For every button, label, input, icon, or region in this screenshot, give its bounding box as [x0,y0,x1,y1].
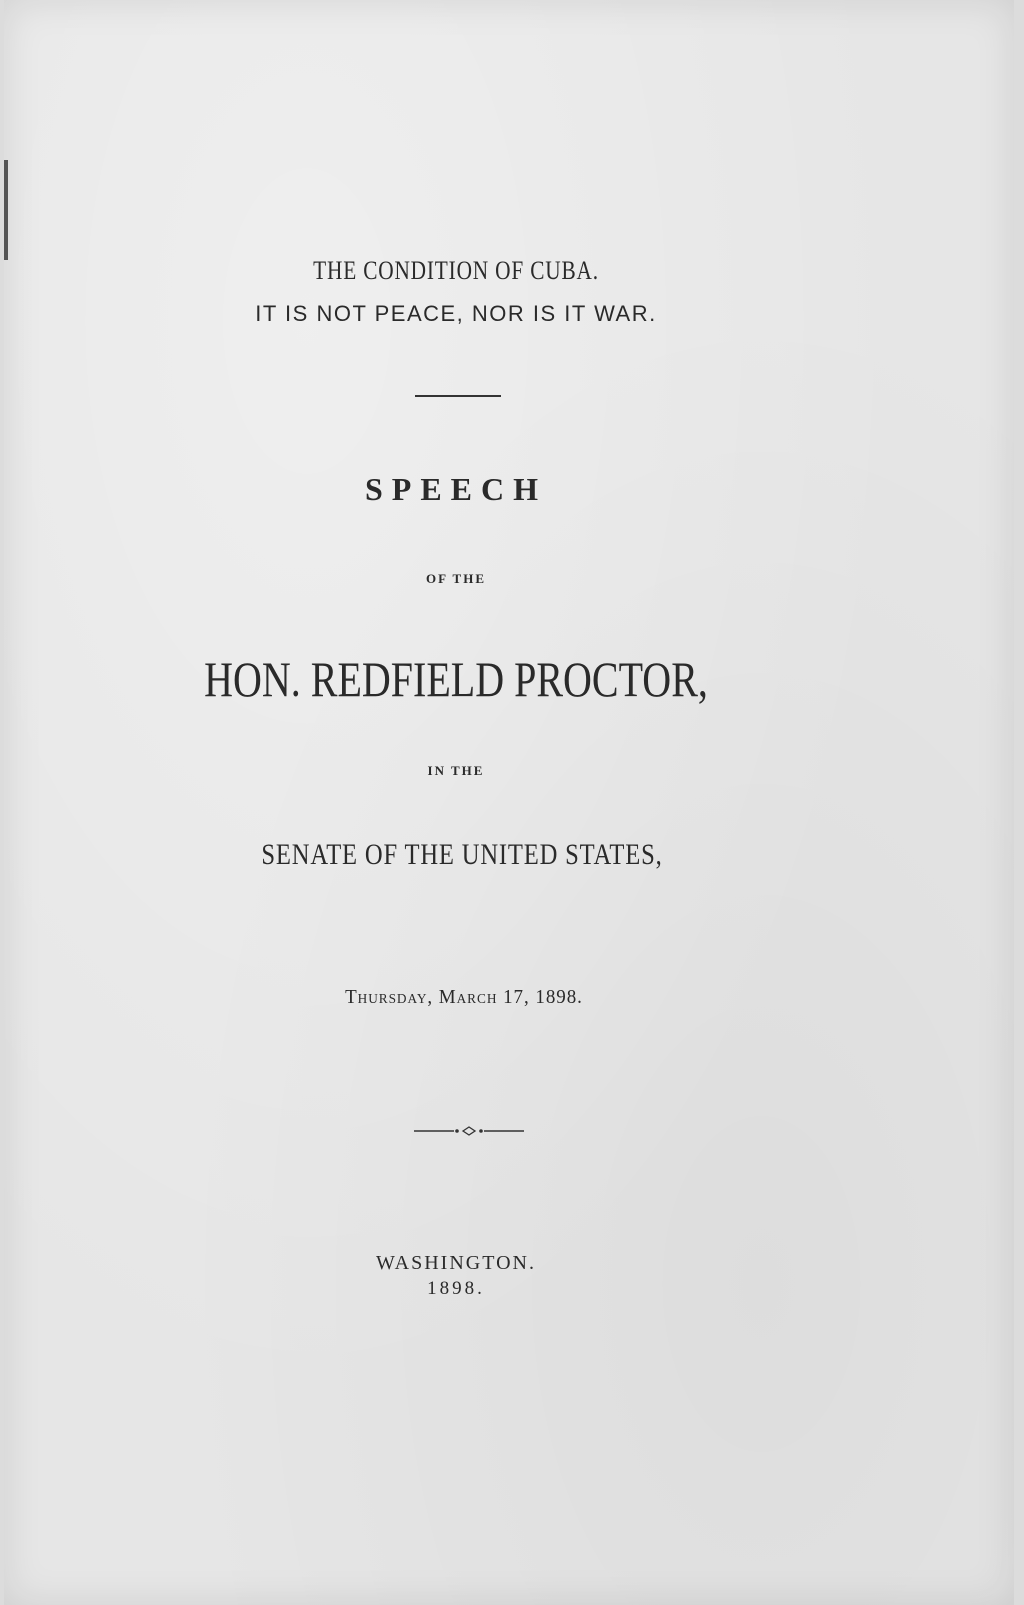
in-the-label: IN THE [427,763,485,778]
publication-year: 1898. [427,1278,485,1299]
heading: THE CONDITION OF CUBA. [313,256,599,285]
speech-title: SPEECH [364,471,548,507]
speaker-name: HON. REDFIELD PROCTOR, [204,651,708,707]
subheading: IT IS NOT PEACE, NOR IS IT WAR. [255,301,657,326]
legislative-body: SENATE OF THE UNITED STATES, [261,838,663,871]
binding-edge [4,160,8,260]
pamphlet-cover [4,0,1014,1605]
publication-city: WASHINGTON. [376,1252,536,1274]
speech-date: Thursday, March 17, 1898. [345,986,583,1008]
divider-rule [415,395,501,397]
of-the-label: OF THE [425,571,487,586]
ornament-divider [414,1124,524,1138]
